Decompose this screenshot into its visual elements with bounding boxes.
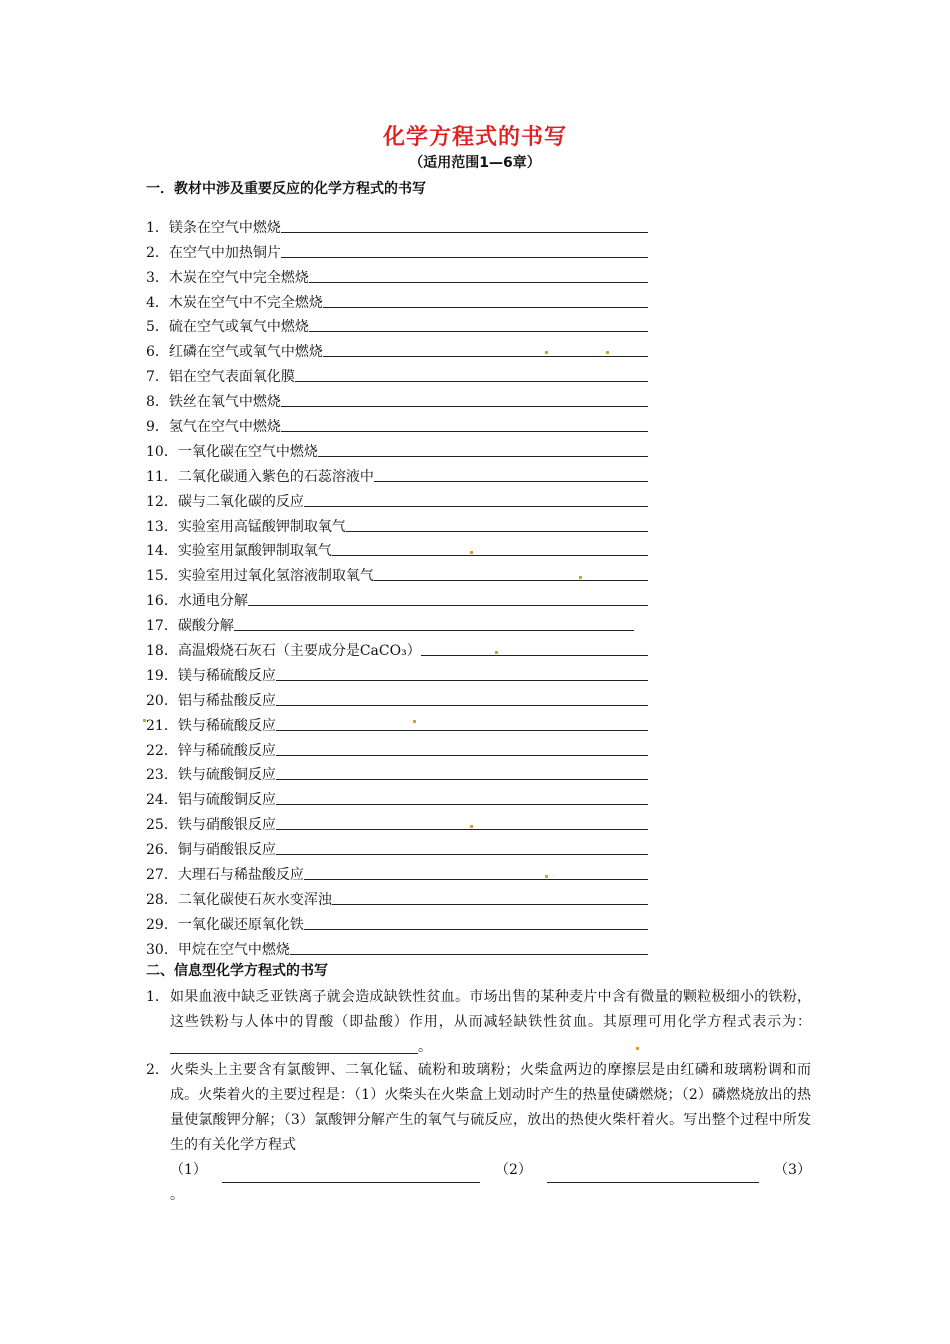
scan-dot: [545, 875, 548, 878]
question-1: [146, 985, 811, 1060]
item-number: 5．: [146, 319, 169, 336]
scan-dot: [606, 351, 609, 354]
item-number: 18．: [146, 643, 178, 660]
list-item: [146, 809, 656, 834]
section-1-heading: 一．教材中涉及重要反应的化学方程式的书写: [146, 181, 426, 197]
item-number: 9．: [146, 419, 169, 436]
list-item: [146, 784, 656, 809]
item-number: 27．: [146, 867, 178, 884]
scan-dot: [545, 351, 548, 354]
answer-blank[interactable]: [276, 714, 648, 731]
item-number: 26．: [146, 842, 178, 859]
answer-blank[interactable]: [323, 340, 648, 357]
question-1-end: 。: [418, 1039, 432, 1055]
item-label: 碳酸分解: [177, 618, 234, 635]
answer-blank[interactable]: [304, 490, 648, 507]
list-item: [146, 287, 656, 312]
item-label: 铁丝在氧气中燃烧: [168, 394, 281, 411]
question-2-number: 2．: [146, 1062, 169, 1078]
item-number: 17．: [146, 618, 178, 635]
item-label: 铝与硫酸铜反应: [177, 792, 276, 809]
item-number: 10．: [146, 443, 178, 460]
answer-blank[interactable]: [374, 465, 648, 482]
list-item: [146, 262, 656, 287]
item-label: 碳与二氧化碳的反应: [177, 493, 304, 510]
item-label: 一氧化碳在空气中燃烧: [177, 443, 318, 460]
list-item: [146, 386, 656, 411]
answer-blank[interactable]: [276, 838, 648, 855]
list-item: [146, 834, 656, 859]
list-item: [146, 560, 656, 585]
item-label: 实验室用过氧化氢溶液制取氧气: [177, 568, 374, 585]
item-number: 30．: [146, 941, 178, 958]
item-number: 20．: [146, 692, 178, 709]
item-label: 实验室用高锰酸钾制取氧气: [177, 518, 346, 535]
item-label: 红磷在空气或氧气中燃烧: [168, 344, 323, 361]
list-item: [146, 909, 656, 934]
equation-label-3: （3）: [774, 1162, 811, 1178]
list-item: [146, 212, 656, 237]
question-1-number: 1．: [146, 989, 169, 1005]
item-number: 1．: [146, 219, 169, 236]
answer-blank[interactable]: [281, 216, 648, 233]
item-label: 氢气在空气中燃烧: [168, 419, 281, 436]
answer-blank-2[interactable]: [547, 1166, 759, 1183]
answer-blank[interactable]: [248, 589, 648, 606]
question-2: [146, 1058, 811, 1208]
item-number: 24．: [146, 792, 178, 809]
list-item: [146, 884, 656, 909]
item-number: 2．: [146, 244, 169, 261]
list-item: [146, 436, 656, 461]
item-number: 22．: [146, 742, 178, 759]
item-label: 铁与硫酸铜反应: [177, 767, 276, 784]
equation-answer-row: [170, 1158, 811, 1183]
item-label: 甲烷在空气中燃烧: [177, 941, 290, 958]
item-number: 16．: [146, 593, 178, 610]
list-item: [146, 461, 656, 486]
item-number: 25．: [146, 817, 178, 834]
answer-blank[interactable]: [281, 415, 648, 432]
answer-blank[interactable]: [276, 813, 648, 830]
item-label: 二氧化碳使石灰水变浑浊: [177, 891, 332, 908]
list-item: [146, 336, 656, 361]
item-label: 铝与稀盐酸反应: [177, 692, 276, 709]
answer-blank[interactable]: [332, 888, 648, 905]
question-2-text: 火柴头上主要含有氯酸钾、二氧化锰、硫粉和玻璃粉；火柴盒两边的摩擦层是由红磷和玻璃粉调和而成。火柴着火的主要过程是：（1）火柴头在火柴盒上划动时产生的热量使磷燃烧；（2）磷燃烧放出的热量使氯酸钾分解；（3）氯酸钾分解产生的氧气与硫反应，放出的热使火柴杆着火。写出整个过程中所发生的有关化学方程式: [170, 1062, 811, 1153]
item-label: 镁条在空气中燃烧: [168, 219, 281, 236]
answer-blank-1[interactable]: [222, 1166, 480, 1183]
item-label: 二氧化碳通入紫色的石蕊溶液中: [177, 468, 374, 485]
answer-blank[interactable]: [276, 739, 648, 756]
scan-dot: [413, 720, 416, 723]
item-label: 水通电分解: [177, 593, 248, 610]
item-label: 铁与稀硫酸反应: [177, 717, 276, 734]
answer-blank[interactable]: [309, 266, 648, 283]
answer-blank[interactable]: [304, 863, 648, 880]
item-label: 木炭在空气中完全燃烧: [168, 269, 309, 286]
list-item: [146, 710, 656, 735]
answer-blank[interactable]: [234, 614, 634, 631]
answer-blank[interactable]: [170, 1037, 418, 1054]
equation-label-1: （1）: [170, 1162, 207, 1178]
item-label: 锌与稀硫酸反应: [177, 742, 276, 759]
item-number: 15．: [146, 568, 178, 585]
item-number: 23．: [146, 767, 178, 784]
answer-blank[interactable]: [276, 664, 648, 681]
item-number: 4．: [146, 294, 169, 311]
list-item: [146, 635, 656, 660]
item-number: 7．: [146, 369, 169, 386]
scan-dot: [470, 551, 473, 554]
list-item: [146, 361, 656, 386]
list-item: [146, 411, 656, 436]
item-number: 11．: [146, 468, 178, 485]
answer-blank[interactable]: [332, 539, 648, 556]
list-item: [146, 536, 656, 561]
answer-blank[interactable]: [421, 639, 648, 656]
item-label: 一氧化碳还原氧化铁: [177, 916, 304, 933]
list-item: [146, 685, 656, 710]
item-number: 14．: [146, 543, 178, 560]
item-number: 8．: [146, 394, 169, 411]
item-label: 铝在空气表面氧化膜: [168, 369, 295, 386]
item-label: 镁与稀硫酸反应: [177, 667, 276, 684]
list-item: [146, 312, 656, 337]
answer-blank[interactable]: [281, 241, 648, 258]
answer-blank[interactable]: [346, 515, 648, 532]
list-item: [146, 486, 656, 511]
answer-blank[interactable]: [309, 315, 648, 332]
item-label: 铁与硝酸银反应: [177, 817, 276, 834]
item-label: 高温煅烧石灰石（主要成分是CaCO₃）: [177, 643, 421, 660]
answer-blank[interactable]: [290, 938, 648, 955]
answer-blank[interactable]: [276, 689, 648, 706]
item-number: 29．: [146, 916, 178, 933]
answer-blank[interactable]: [318, 440, 648, 457]
scan-dot: [636, 1047, 639, 1050]
answer-blank[interactable]: [304, 913, 648, 930]
item-label: 在空气中加热铜片: [168, 244, 281, 261]
item-number: 6．: [146, 344, 169, 361]
question-2-end: 。: [170, 1187, 184, 1203]
scan-dot: [470, 825, 473, 828]
item-label: 木炭在空气中不完全燃烧: [168, 294, 323, 311]
list-item: [146, 511, 656, 536]
item-number: 3．: [146, 269, 169, 286]
reaction-list: [146, 212, 656, 959]
item-number: 21．: [146, 717, 178, 734]
answer-blank[interactable]: [323, 291, 648, 308]
answer-blank[interactable]: [374, 564, 648, 581]
scan-dot: [143, 719, 146, 722]
page-subtitle: （适用范围1—6章）: [409, 155, 541, 171]
item-label: 实验室用氯酸钾制取氧气: [177, 543, 332, 560]
list-item: [146, 237, 656, 262]
answer-blank[interactable]: [295, 365, 648, 382]
item-number: 28．: [146, 891, 178, 908]
list-item: [146, 660, 656, 685]
item-label: 铜与硝酸银反应: [177, 842, 276, 859]
item-number: 19．: [146, 667, 178, 684]
item-number: 13．: [146, 518, 178, 535]
item-label: 硫在空气或氧气中燃烧: [168, 319, 309, 336]
list-item: [146, 760, 656, 785]
scan-dot: [579, 576, 582, 579]
section-2-heading: 二、信息型化学方程式的书写: [146, 963, 328, 979]
equation-label-2: （2）: [495, 1162, 532, 1178]
answer-blank[interactable]: [276, 788, 648, 805]
page-title: 化学方程式的书写: [382, 125, 567, 150]
question-1-text: 如果血液中缺乏亚铁离子就会造成缺铁性贫血。市场出售的某种麦片中含有微量的颗粒极细小的铁粉，这些铁粉与人体中的胃酸（即盐酸）作用，从而减轻缺铁性贫血。其原理可用化学方程式表示为：: [170, 989, 811, 1030]
item-number: 12．: [146, 493, 178, 510]
list-item: [146, 735, 656, 760]
list-item: [146, 934, 656, 959]
list-item: [146, 610, 656, 635]
scan-dot: [495, 651, 498, 654]
answer-blank[interactable]: [276, 763, 648, 780]
list-item: [146, 859, 656, 884]
list-item: [146, 585, 656, 610]
answer-blank[interactable]: [281, 390, 648, 407]
item-label: 大理石与稀盐酸反应: [177, 867, 304, 884]
